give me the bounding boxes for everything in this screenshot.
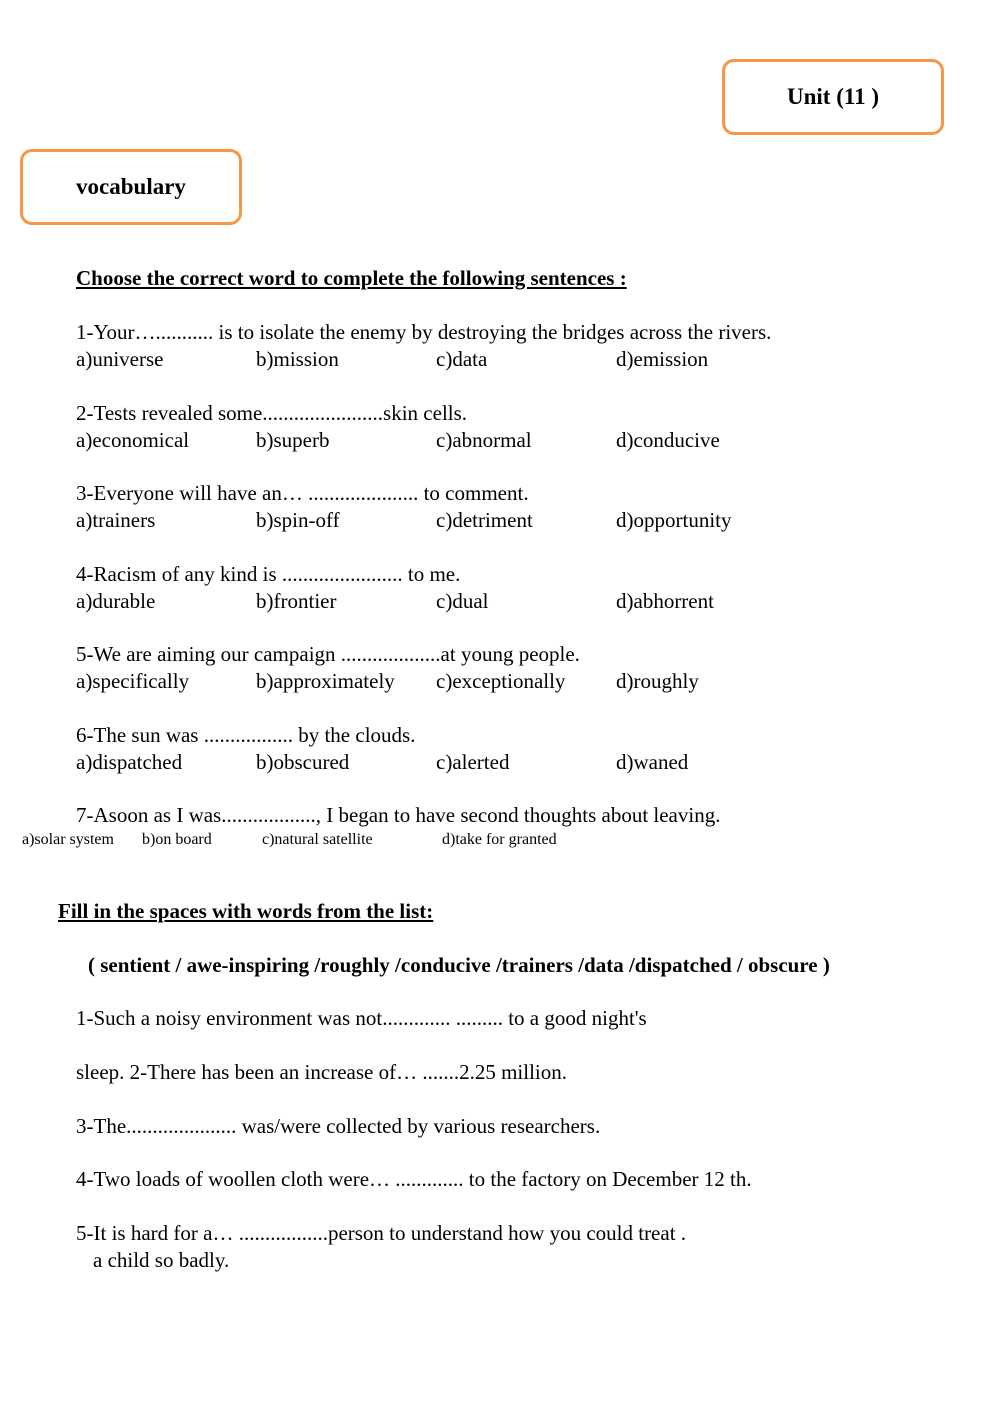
question-6-option-d[interactable]: d)waned [616,750,689,774]
question-6-option-b[interactable]: b)obscured [256,750,350,774]
fill-line-5-continued: a child so badly. [93,1248,230,1272]
fill-line-5: 5-It is hard for a… .................person to understand how you could treat . [76,1221,687,1245]
question-6-text: 6-The sun was ................. by the clouds. [76,723,416,747]
question-1-option-b[interactable]: b)mission [256,347,339,371]
unit-title-box [722,59,944,135]
question-7-option-c[interactable]: c)natural satellite [262,831,373,848]
question-2-option-d[interactable]: d)conducive [616,428,720,452]
question-1-option-c[interactable]: c)data [436,347,488,371]
unit-title: Unit (11 ) [787,84,879,109]
section-title: vocabulary [76,174,186,199]
question-4-text: 4-Racism of any kind is ....................... to me. [76,562,461,586]
question-2-text: 2-Tests revealed some.......................skin cells. [76,401,468,425]
fill-line-4: 4-Two loads of woollen cloth were… ............. to the factory on December 12 th. [76,1167,752,1191]
question-5-option-d[interactable]: d)roughly [616,669,699,693]
question-6-option-c[interactable]: c)alerted [436,750,510,774]
question-5-text: 5-We are aiming our campaign ...................at young people. [76,642,580,666]
question-5-option-b[interactable]: b)approximately [256,669,395,693]
question-4-option-c[interactable]: c)dual [436,589,489,613]
question-1-option-d[interactable]: d)emission [616,347,709,371]
question-5-option-a[interactable]: a)specifically [76,669,190,693]
fill-line-3: 3-The..................... was/were collected by various researchers. [76,1114,601,1138]
question-7-option-b[interactable]: b)on board [142,831,212,848]
question-4-option-b[interactable]: b)frontier [256,589,337,613]
question-7-option-a[interactable]: a)solar system [22,831,114,848]
part1-instruction: Choose the correct word to complete the following sentences : [76,266,627,290]
part2-instruction: Fill in the spaces with words from the list: [58,899,434,923]
question-2-option-b[interactable]: b)superb [256,428,330,452]
question-2-option-a[interactable]: a)economical [76,428,190,452]
question-7-option-d[interactable]: d)take for granted [442,831,557,848]
question-6-option-a[interactable]: a)dispatched [76,750,183,774]
question-3-option-c[interactable]: c)detriment [436,508,533,532]
question-3-text: 3-Everyone will have an… ..................... to comment. [76,481,529,505]
question-3-option-a[interactable]: a)trainers [76,508,156,532]
word-list: ( sentient / awe-inspiring /roughly /conducive /trainers /data /dispatched / obscure ) [88,953,830,977]
question-4-option-a[interactable]: a)durable [76,589,156,613]
question-3-option-d[interactable]: d)opportunity [616,508,732,532]
section-title-box [20,149,242,225]
question-5-option-c[interactable]: c)exceptionally [436,669,566,693]
fill-line-1: 1-Such a noisy environment was not............. ......... to a good night's [76,1006,647,1030]
question-1-option-a[interactable]: a)universe [76,347,164,371]
question-1-text: 1-Your…........... is to isolate the enemy by destroying the bridges across the rivers. [76,320,772,344]
fill-line-2: sleep. 2-There has been an increase of… .......2.25 million. [76,1060,568,1084]
question-3-option-b[interactable]: b)spin-off [256,508,340,532]
question-4-option-d[interactable]: d)abhorrent [616,589,714,613]
question-2-option-c[interactable]: c)abnormal [436,428,532,452]
question-7-text: 7-Asoon as I was.................., I began to have second thoughts about leaving. [76,803,721,827]
